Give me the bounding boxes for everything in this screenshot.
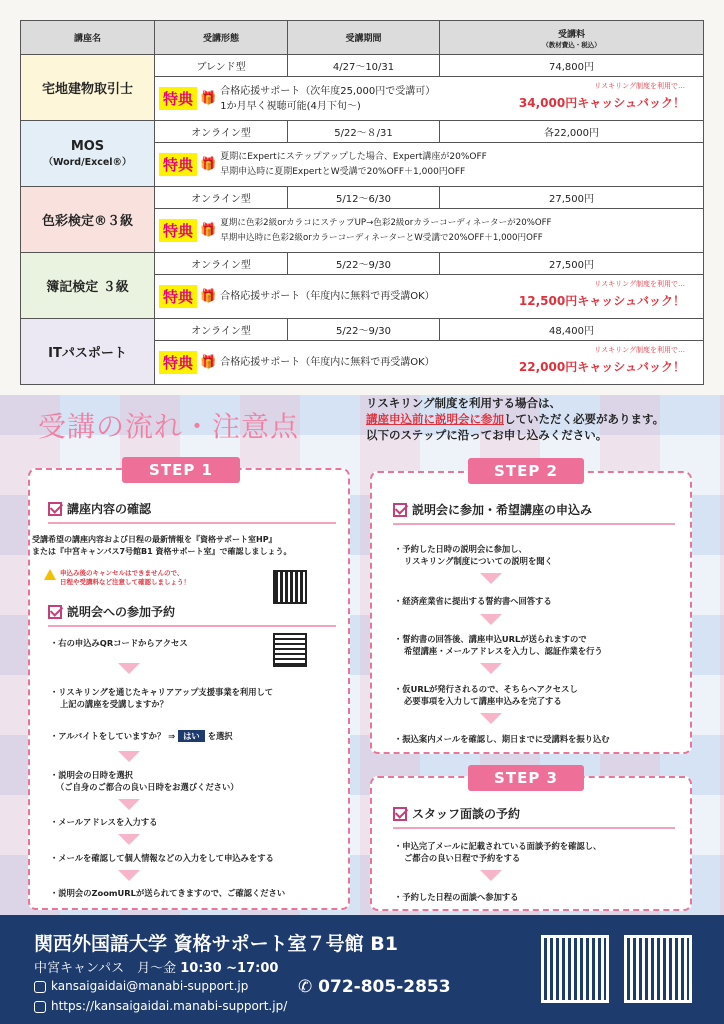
reskilling-note: リスキリング制度を利用で… xyxy=(594,346,685,354)
header-period: 受講期間 xyxy=(288,21,440,55)
course-fee: 74,800円 xyxy=(440,55,704,77)
header-name: 講座名 xyxy=(21,21,155,55)
reskilling-note: リスキリング制度を利用で… xyxy=(594,280,685,288)
step1-item: ・説明会のZoomURLが送られてきますので、ご確認ください xyxy=(50,888,286,898)
course-format: オンライン型 xyxy=(155,187,288,209)
table-row xyxy=(21,253,704,275)
arrow-down-icon xyxy=(480,573,502,584)
tokuten-badge: 特典 xyxy=(159,153,197,176)
gift-icon: 🎁 xyxy=(200,355,217,370)
header-format: 受講形態 xyxy=(155,21,288,55)
cashback-amount: 22,000円キャッシュバック！ xyxy=(518,360,685,374)
perk-line: 早期申込時に夏期ExpertとW受講で20%OFF＋1,000円OFF xyxy=(220,166,466,177)
cashback-amount: 34,000円キャッシュバック！ xyxy=(518,96,685,110)
perk-line: 早期申込時に色彩2級orカラーコーディネーターとW受講で20%OFF＋1,000円OFF xyxy=(220,232,543,243)
table-row xyxy=(21,187,704,209)
perk-line: 夏期にExpertにステップアップした場合、Expert講座が20%OFF xyxy=(220,151,487,162)
course-format: オンライン型 xyxy=(155,253,288,275)
step2-item: ・仮URLが発行されるので、そちらへアクセスし 必要事項を入力して講座申込みを完了する xyxy=(394,684,578,706)
step1-label: STEP 1 xyxy=(122,457,240,483)
step2-item: ・予約した日時の説明会に参加し、 リスキリング制度についての説明を聞く xyxy=(394,544,553,566)
gift-icon: 🎁 xyxy=(200,157,217,172)
arrow-down-icon xyxy=(480,870,502,881)
perk-line: 合格応援サポート（年度内に無料で再受講OK） xyxy=(220,357,435,368)
arrow-down-icon xyxy=(118,834,140,845)
course-name: ITパスポート xyxy=(21,319,155,385)
gift-icon: 🎁 xyxy=(200,289,217,304)
header-fee: 受講料 （教材費込・税込） xyxy=(440,21,704,55)
step1-item: ・メールを確認して個人情報などの入力をして申込みをする xyxy=(50,853,274,863)
footer-email[interactable]: kansaigaidai@manabi-support.jp xyxy=(34,979,248,993)
qr-code-hp[interactable] xyxy=(273,570,307,604)
course-name: 色彩検定®３級 xyxy=(21,187,155,253)
arrow-down-icon xyxy=(480,713,502,724)
cancel-warning: 申込み後のキャンセルはできませんので、 日程や受講料など注意して確認しましょう！ xyxy=(60,569,190,586)
footer-phone[interactable]: ✆ 072-805-2853 xyxy=(298,977,451,997)
heading-underline xyxy=(48,522,336,524)
footer-url[interactable]: https://kansaigaidai.manabi-support.jp/ xyxy=(34,999,287,1013)
reservation-heading: 説明会への参加予約 xyxy=(48,603,175,620)
phone-icon: ✆ xyxy=(298,977,319,997)
heading-underline xyxy=(48,625,336,627)
table-header xyxy=(21,21,704,55)
course-period: 5/22〜9/30 xyxy=(288,253,440,275)
course-name: MOS （Word/Excel®） xyxy=(21,121,155,187)
course-format: ブレンド型 xyxy=(155,55,288,77)
course-format: オンライン型 xyxy=(155,121,288,143)
arrow-down-icon xyxy=(118,870,140,881)
course-perk xyxy=(155,275,704,319)
course-period: 5/22〜9/30 xyxy=(288,319,440,341)
flow-intro: リスキリング制度を利用する場合は、 講座申込前に説明会に参加していただく必要があります。 以下のステップに沿ってお申し込みください。 xyxy=(366,396,665,442)
step2-item: ・振込案内メールを確認し、期日までに受講料を振り込む xyxy=(394,734,610,744)
step3-item: ・申込完了メールに記載されている面談予約を確認し、 ご都合の良い日程で予約をする xyxy=(394,841,602,863)
arrow-down-icon xyxy=(118,799,140,810)
gift-icon: 🎁 xyxy=(200,223,217,238)
step1-item: ・右の申込みQRコードからアクセス xyxy=(50,638,188,648)
heading-underline xyxy=(393,827,675,829)
perk-line: 合格応援サポート（次年度25,000円で受講可） xyxy=(220,85,436,97)
course-name: 簿記検定 ３級 xyxy=(21,253,155,319)
course-name: 宅地建物取引士 xyxy=(21,55,155,121)
qr-code-instagram[interactable] xyxy=(624,935,692,1003)
tokuten-badge: 特典 xyxy=(159,87,197,110)
check-icon xyxy=(48,502,62,516)
perk-line: 夏期に色彩2級orカラコにステップUP→色彩2級orカラーコーディネーターが20%OFF xyxy=(220,217,552,228)
reskilling-note: リスキリング制度を利用で… xyxy=(594,82,685,90)
course-table xyxy=(20,20,704,385)
tokuten-badge: 特典 xyxy=(159,285,197,308)
footer-hours: 中宮キャンパス 月〜金 10:30 ~17:00 xyxy=(34,961,279,976)
step2-label: STEP 2 xyxy=(468,458,584,484)
heading-underline xyxy=(393,523,675,525)
course-fee: 48,400円 xyxy=(440,319,704,341)
course-fee: 27,500円 xyxy=(440,187,704,209)
course-period: 4/27〜10/31 xyxy=(288,55,440,77)
table-row xyxy=(21,319,704,341)
arrow-down-icon xyxy=(480,663,502,674)
footer xyxy=(0,915,724,1024)
table-row xyxy=(21,55,704,77)
arrow-down-icon xyxy=(118,663,140,674)
course-perk xyxy=(155,143,704,187)
course-fee: 27,500円 xyxy=(440,253,704,275)
step3-label: STEP 3 xyxy=(468,765,584,791)
arrow-down-icon xyxy=(480,614,502,625)
course-perk xyxy=(155,341,704,385)
perk-line: 合格応援サポート（年度内に無料で再受講OK） xyxy=(220,291,435,302)
course-perk xyxy=(155,209,704,253)
qr-code-apply[interactable] xyxy=(273,633,307,667)
step3-heading: スタッフ面談の予約 xyxy=(393,805,520,822)
step2-heading: 説明会に参加・希望講座の申込み xyxy=(393,501,592,518)
step1-item: ・メールアドレスを入力する xyxy=(50,817,158,827)
tokuten-badge: 特典 xyxy=(159,219,197,242)
step1-item: ・リスキリングを通じたキャリアアップ支援事業を利用して 上記の講座を受講しますか？ xyxy=(50,687,274,709)
web-icon xyxy=(34,1001,46,1013)
check-icon xyxy=(393,503,407,517)
hai-option: はい xyxy=(178,730,205,742)
course-period: 5/22〜８/31 xyxy=(288,121,440,143)
cashback-amount: 12,500円キャッシュバック！ xyxy=(518,294,685,308)
step3-item: ・予約した日程の面談へ参加する xyxy=(394,892,519,902)
warning-icon xyxy=(44,569,56,580)
table-row xyxy=(21,121,704,143)
tokuten-badge: 特典 xyxy=(159,351,197,374)
step2-item: ・経済産業省に提出する誓約書へ回答する xyxy=(394,596,552,606)
check-icon xyxy=(393,807,407,821)
course-perk xyxy=(155,77,704,121)
arrow-down-icon xyxy=(118,751,140,762)
footer-org: 関西外国語大学 資格サポート室７号館 B1 xyxy=(34,933,398,955)
step1-item: ・説明会の日時を選択 （ご自身のご都合の良い日時をお選びください） xyxy=(50,770,239,792)
step1-text: 受講希望の講座内容および日程の最新情報を『資格サポート室HP』 または『中宮キャンパス7号館B1 資格サポート室』で確認しましょう。 xyxy=(32,535,292,556)
qr-code-line[interactable] xyxy=(541,935,609,1003)
course-period: 5/12〜6/30 xyxy=(288,187,440,209)
course-fee: 各22,000円 xyxy=(440,121,704,143)
perk-line: 1か月早く視聴可能(4月下旬〜) xyxy=(220,100,361,112)
step1-heading: 講座内容の確認 xyxy=(48,500,151,517)
mail-icon xyxy=(34,981,46,993)
flow-title: 受講の流れ・注意点 xyxy=(38,410,300,443)
check-icon xyxy=(48,605,62,619)
step2-item: ・誓約書の回答後、講座申込URLが送られますので 希望講座・メールアドレスを入力し、認証作業を行う xyxy=(394,634,603,656)
step1-item: ・アルバイトをしていますか？ ⇒ はい を選択 xyxy=(50,731,233,741)
course-format: オンライン型 xyxy=(155,319,288,341)
gift-icon: 🎁 xyxy=(200,91,217,106)
